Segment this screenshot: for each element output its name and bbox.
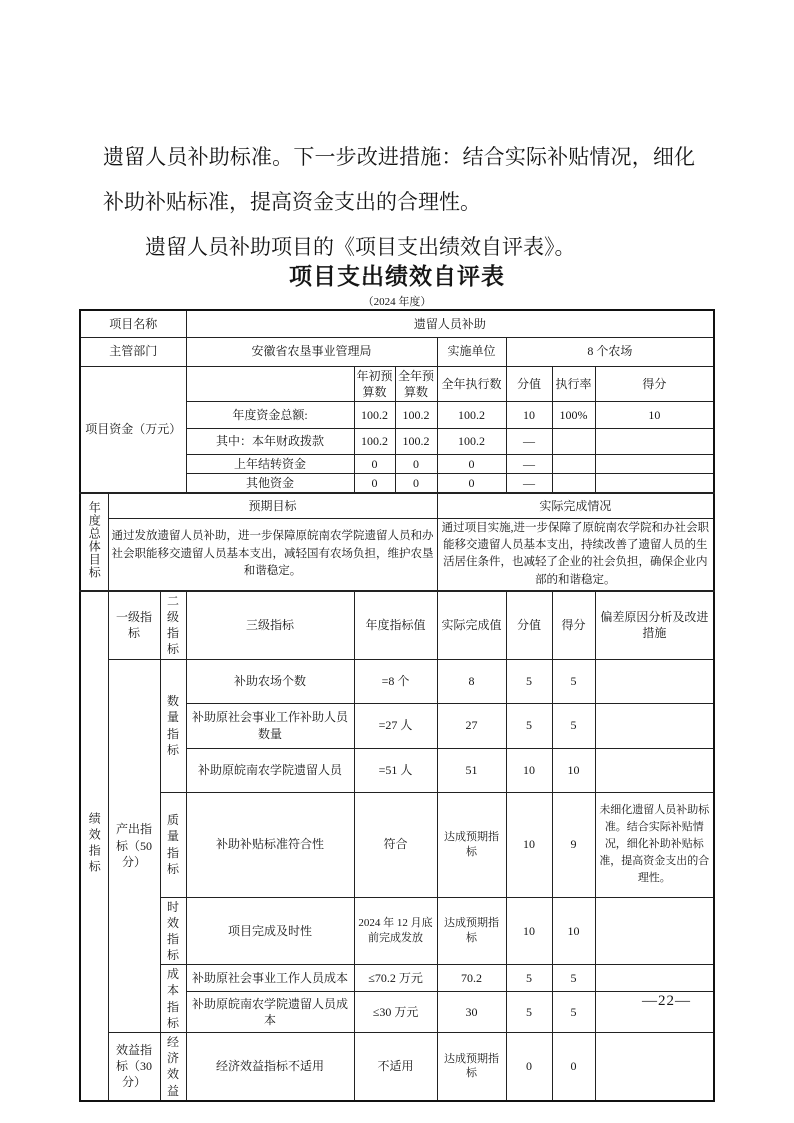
header-deviation: 偏差原因分析及改进措施 — [595, 591, 714, 659]
indicator-target: 不适用 — [354, 1033, 437, 1101]
funding-fiscal-label: 其中：本年财政拨款 — [186, 428, 354, 454]
indicator-actual: 51 — [437, 748, 506, 792]
indicator-name: 项目完成及时性 — [186, 897, 354, 965]
funding-fiscal-executed: 100.2 — [437, 428, 506, 454]
row-indicator-header — [80, 591, 714, 659]
level2-economic: 经济效益 — [160, 1033, 186, 1101]
funding-fiscal-annual: 100.2 — [395, 428, 437, 454]
funding-total-initial: 100.2 — [354, 401, 395, 428]
funding-total-rate: 100% — [552, 401, 595, 428]
indicator-weight: 5 — [506, 703, 552, 748]
indicator-deviation — [595, 965, 714, 992]
indicator-score: 5 — [552, 991, 595, 1032]
header-level2: 二级指标 — [160, 591, 186, 659]
funding-carryover-label: 上年结转资金 — [186, 454, 354, 473]
funding-other-score — [595, 474, 714, 494]
indicator-target: =51 人 — [354, 748, 437, 792]
funding-header-executed: 全年执行数 — [437, 366, 506, 401]
level2-timeliness: 时效指标 — [160, 897, 186, 965]
table-title: 项目支出绩效自评表 — [289, 263, 505, 289]
indicator-score: 0 — [552, 1033, 595, 1101]
funding-fiscal-initial: 100.2 — [354, 428, 395, 454]
row-indicator-economic — [80, 1033, 714, 1101]
indicator-name: 补助原皖南农学院遗留人员成本 — [186, 991, 354, 1032]
funding-fiscal-rate — [552, 428, 595, 454]
funding-other-weight: — — [506, 474, 552, 494]
indicator-target: 2024 年 12 月底前完成发放 — [354, 897, 437, 965]
project-name-label: 项目名称 — [80, 310, 186, 337]
indicator-section-vertical-text: 绩效指标 — [87, 811, 102, 876]
page-number: —22— — [642, 993, 691, 1009]
funding-fiscal-weight: — — [506, 428, 552, 454]
indicator-actual: 27 — [437, 703, 506, 748]
indicator-weight: 5 — [506, 659, 552, 703]
header-weight: 分值 — [506, 591, 552, 659]
indicator-score: 5 — [552, 703, 595, 748]
funding-other-executed: 0 — [437, 474, 506, 494]
body-text — [103, 135, 695, 270]
indicator-actual: 30 — [437, 991, 506, 1032]
indicator-weight: 10 — [506, 792, 552, 897]
indicator-target: 符合 — [354, 792, 437, 897]
row-indicator-cost-social — [80, 965, 714, 992]
indicator-weight: 10 — [506, 897, 552, 965]
funding-carryover-score — [595, 454, 714, 473]
funding-total-executed: 100.2 — [437, 401, 506, 428]
indicator-name: 补助农场个数 — [186, 659, 354, 703]
level2-quality: 质量指标 — [160, 792, 186, 897]
header-level3: 三级指标 — [186, 591, 354, 659]
indicator-weight: 10 — [506, 748, 552, 792]
funding-other-initial: 0 — [354, 474, 395, 494]
self-evaluation-table — [79, 309, 715, 1102]
row-indicator-farms — [80, 659, 714, 703]
funding-header-annual: 全年预算数 — [395, 366, 437, 401]
indicator-deviation — [595, 748, 714, 792]
funding-carryover-weight: — — [506, 454, 552, 473]
dept-value: 安徽省农垦事业管理局 — [186, 337, 437, 366]
indicator-deviation — [595, 1033, 714, 1101]
level1-output: 产出指标（50 分） — [108, 659, 160, 1033]
indicator-actual: 达成预期指标 — [437, 1033, 506, 1101]
indicator-name: 补助原社会事业工作人员成本 — [186, 965, 354, 992]
funding-other-annual: 0 — [395, 474, 437, 494]
indicator-score: 5 — [552, 659, 595, 703]
project-name-value: 遗留人员补助 — [186, 310, 714, 337]
indicator-weight: 5 — [506, 965, 552, 992]
level2-quantity: 数量指标 — [160, 659, 186, 792]
funding-total-label: 年度资金总额: — [186, 401, 354, 428]
indicator-actual: 8 — [437, 659, 506, 703]
level1-benefit: 效益指标（30 分） — [108, 1033, 160, 1101]
funding-header-initial: 年初预算数 — [354, 366, 395, 401]
indicator-deviation — [595, 897, 714, 965]
unit-value: 8 个农场 — [506, 337, 714, 366]
indicator-name: 补助原皖南农学院遗留人员 — [186, 748, 354, 792]
funding-carryover-annual: 0 — [395, 454, 437, 473]
indicator-score: 10 — [552, 748, 595, 792]
header-target: 年度指标值 — [354, 591, 437, 659]
indicator-name: 补助原社会事业工作补助人员数量 — [186, 703, 354, 748]
level2-cost: 成本指标 — [160, 965, 186, 1033]
indicator-actual: 70.2 — [437, 965, 506, 992]
row-indicator-timeliness — [80, 897, 714, 965]
funding-carryover-initial: 0 — [354, 454, 395, 473]
goal-section-vertical-text: 年度总体目标 — [87, 500, 102, 579]
funding-other-label: 其他资金 — [186, 474, 354, 494]
indicator-score: 5 — [552, 965, 595, 992]
row-goal-content — [80, 518, 714, 591]
indicator-deviation: 未细化遗留人员补助标准。结合实际补贴情况，细化补助补贴标准，提高资金支出的合理性。 — [595, 792, 714, 897]
goal-actual-header: 实际完成情况 — [437, 493, 714, 518]
indicator-actual: 达成预期指标 — [437, 897, 506, 965]
indicator-weight: 0 — [506, 1033, 552, 1101]
row-department — [80, 337, 714, 366]
header-level1: 一级指标 — [108, 591, 160, 659]
funding-total-annual: 100.2 — [395, 401, 437, 428]
dept-label: 主管部门 — [80, 337, 186, 366]
funding-section-label: 项目资金（万元） — [80, 366, 186, 493]
indicator-target: ≤30 万元 — [354, 991, 437, 1032]
header-actual: 实际完成值 — [437, 591, 506, 659]
indicator-target: ≤70.2 万元 — [354, 965, 437, 992]
paragraph-intro: 遗留人员补助项目的《项目支出绩效自评表》。 — [145, 235, 576, 259]
goal-section-label — [80, 493, 108, 591]
row-goal-header — [80, 493, 714, 518]
funding-other-rate — [552, 474, 595, 494]
indicator-target: =27 人 — [354, 703, 437, 748]
goal-expected-text: 通过发放遗留人员补助，进一步保障原皖南农学院遗留人员和办社会职能移交遗留人员基本支出，减轻国有农场负担，维护农垦和谐稳定。 — [108, 518, 437, 591]
indicator-weight: 5 — [506, 991, 552, 1032]
header-score: 得分 — [552, 591, 595, 659]
funding-header-spacer — [186, 366, 354, 401]
indicator-target: =8 个 — [354, 659, 437, 703]
paragraph-continuation: 遗留人员补助标准。下一步改进措施：结合实际补贴情况，细化补助补贴标准，提高资金支出的合理性。 — [103, 145, 695, 214]
indicator-score: 10 — [552, 897, 595, 965]
unit-label: 实施单位 — [437, 337, 506, 366]
row-project-name — [80, 310, 714, 337]
funding-carryover-rate — [552, 454, 595, 473]
indicator-name: 经济效益指标不适用 — [186, 1033, 354, 1101]
funding-total-score: 10 — [595, 401, 714, 428]
indicator-deviation — [595, 703, 714, 748]
funding-header-score: 得分 — [595, 366, 714, 401]
funding-carryover-executed: 0 — [437, 454, 506, 473]
indicator-name: 补助补贴标准符合性 — [186, 792, 354, 897]
row-funding-header — [80, 366, 714, 401]
indicator-actual: 达成预期指标 — [437, 792, 506, 897]
indicator-score: 9 — [552, 792, 595, 897]
funding-fiscal-score — [595, 428, 714, 454]
goal-expected-header: 预期目标 — [108, 493, 437, 518]
table-subtitle: （2024 年度） — [362, 296, 432, 308]
goal-actual-text: 通过项目实施,进一步保障了原皖南农学院和办社会职能移交遗留人员基本支出，持续改善了遗留人员的生活居住条件，也减轻了企业的社会负担，确保企业内部的和谐稳定。 — [437, 518, 714, 591]
row-indicator-quality — [80, 792, 714, 897]
indicator-section-label — [80, 591, 108, 1101]
indicator-deviation — [595, 659, 714, 703]
funding-total-weight: 10 — [506, 401, 552, 428]
funding-header-weight: 分值 — [506, 366, 552, 401]
funding-header-rate: 执行率 — [552, 366, 595, 401]
